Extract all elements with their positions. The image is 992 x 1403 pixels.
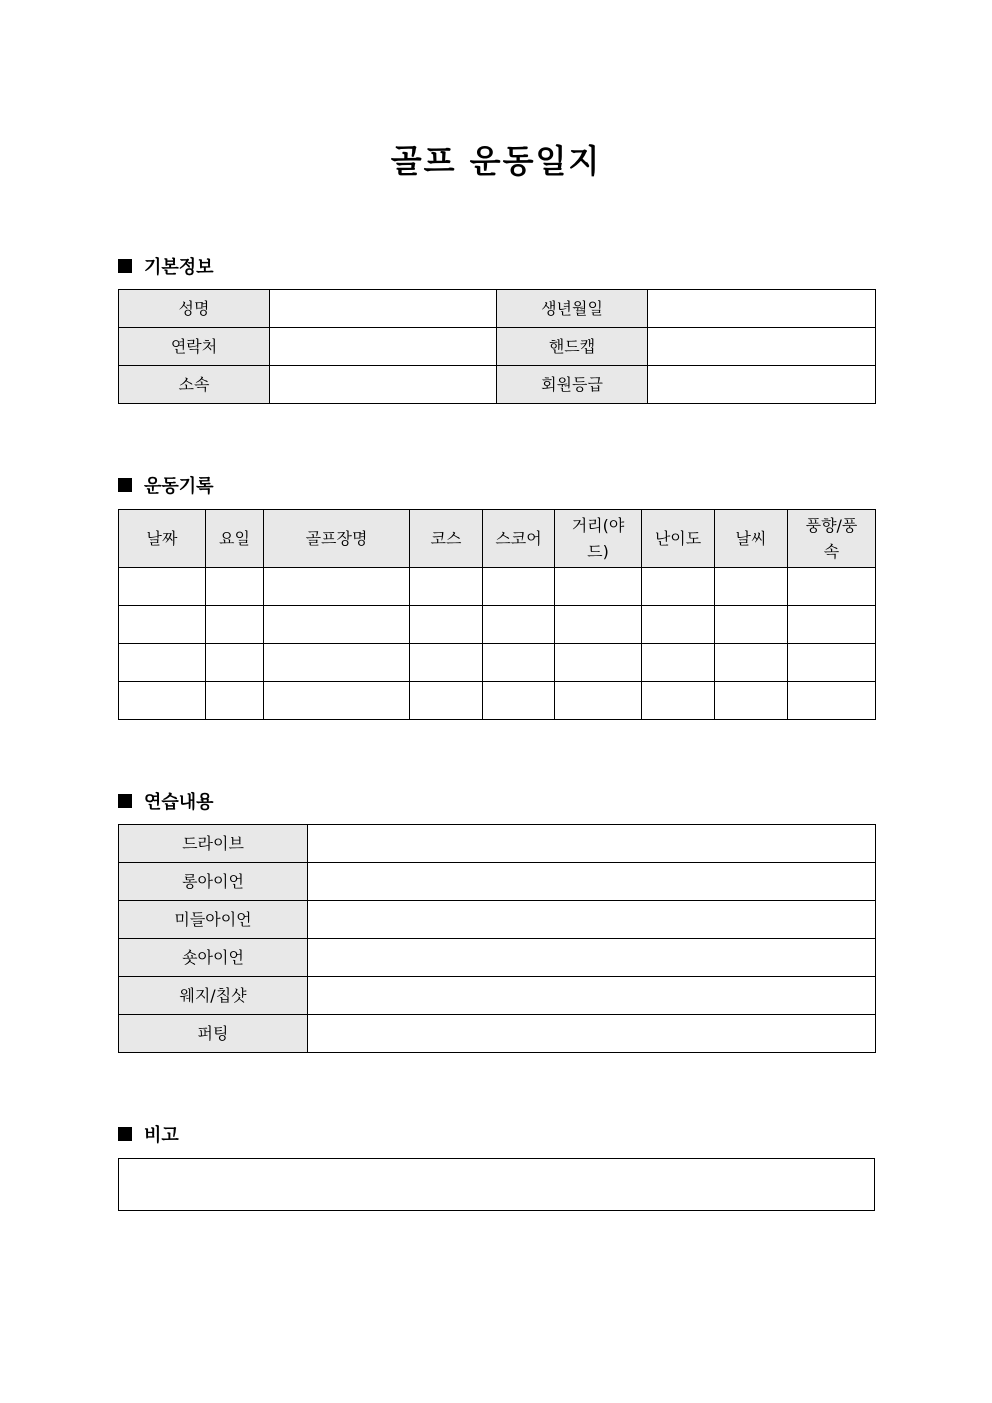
- record-cell-weekday[interactable]: [206, 644, 264, 682]
- table-row: [119, 682, 876, 720]
- record-cell-date[interactable]: [119, 568, 206, 606]
- table-row: [119, 863, 876, 901]
- exercise-record-table: [118, 509, 876, 720]
- record-cell-course[interactable]: [410, 568, 483, 606]
- record-cell-wind[interactable]: [788, 682, 876, 720]
- practice-label: 롱아이언: [119, 863, 308, 901]
- record-cell-score[interactable]: [483, 644, 555, 682]
- practice-label: 웨지/칩샷: [119, 977, 308, 1015]
- record-cell-score[interactable]: [483, 606, 555, 644]
- column-header-course: 코스: [410, 510, 483, 568]
- name-field[interactable]: [270, 290, 497, 328]
- record-cell-course[interactable]: [410, 644, 483, 682]
- membership-grade-field[interactable]: [648, 366, 876, 404]
- square-bullet-icon: [118, 478, 132, 492]
- column-header-distance: 거리(야드): [555, 510, 642, 568]
- practice-field[interactable]: [308, 939, 876, 977]
- record-cell-weather[interactable]: [715, 606, 788, 644]
- table-row: [119, 606, 876, 644]
- section-heading-label: 비고: [144, 1125, 179, 1146]
- practice-label: 퍼팅: [119, 1015, 308, 1053]
- practice-rows: [119, 825, 876, 1053]
- record-cell-distance[interactable]: [555, 606, 642, 644]
- table-row: [119, 939, 876, 977]
- table-row: [119, 568, 876, 606]
- record-cell-course-name[interactable]: [264, 568, 410, 606]
- column-header-wind: 풍향/풍속: [788, 510, 876, 568]
- affiliation-label: 소속: [119, 366, 270, 404]
- table-row: [119, 1015, 876, 1053]
- column-header-difficulty: 난이도: [642, 510, 715, 568]
- record-cell-difficulty[interactable]: [642, 606, 715, 644]
- membership-grade-label: 회원등급: [497, 366, 648, 404]
- record-cell-weather[interactable]: [715, 568, 788, 606]
- record-cell-difficulty[interactable]: [642, 682, 715, 720]
- record-cell-distance[interactable]: [555, 568, 642, 606]
- table-row: [119, 1159, 875, 1211]
- record-cell-difficulty[interactable]: [642, 644, 715, 682]
- table-row: [119, 977, 876, 1015]
- record-cell-wind[interactable]: [788, 568, 876, 606]
- column-header-weekday: 요일: [206, 510, 264, 568]
- section-heading-label: 운동기록: [144, 476, 214, 497]
- birthdate-field[interactable]: [648, 290, 876, 328]
- square-bullet-icon: [118, 259, 132, 273]
- practice-field[interactable]: [308, 901, 876, 939]
- contact-label: 연락처: [119, 328, 270, 366]
- record-cell-difficulty[interactable]: [642, 568, 715, 606]
- practice-label: 숏아이언: [119, 939, 308, 977]
- record-cell-score[interactable]: [483, 568, 555, 606]
- column-header-date: 날짜: [119, 510, 206, 568]
- remarks-table: [118, 1158, 875, 1211]
- table-row: [119, 825, 876, 863]
- table-row: [119, 366, 876, 404]
- record-cell-score[interactable]: [483, 682, 555, 720]
- section-heading-exercise-record: [118, 472, 214, 498]
- record-cell-wind[interactable]: [788, 606, 876, 644]
- section-heading-label: 연습내용: [144, 792, 214, 813]
- record-cell-weekday[interactable]: [206, 606, 264, 644]
- section-heading-basic-info: [118, 253, 214, 279]
- basic-info-table: [118, 289, 876, 404]
- record-cell-date[interactable]: [119, 606, 206, 644]
- affiliation-field[interactable]: [270, 366, 497, 404]
- name-label: 성명: [119, 290, 270, 328]
- table-row: [119, 901, 876, 939]
- handicap-field[interactable]: [648, 328, 876, 366]
- record-cell-date[interactable]: [119, 644, 206, 682]
- table-row: [119, 328, 876, 366]
- record-cell-distance[interactable]: [555, 644, 642, 682]
- page-title: 골프 운동일지: [390, 142, 602, 180]
- practice-label: 미들아이언: [119, 901, 308, 939]
- table-row: [119, 644, 876, 682]
- birthdate-label: 생년월일: [497, 290, 648, 328]
- column-header-score: 스코어: [483, 510, 555, 568]
- handicap-label: 핸드캡: [497, 328, 648, 366]
- column-header-course-name: 골프장명: [264, 510, 410, 568]
- table-row: [119, 290, 876, 328]
- record-cell-distance[interactable]: [555, 682, 642, 720]
- section-heading-label: 기본정보: [144, 257, 214, 278]
- record-cell-date[interactable]: [119, 682, 206, 720]
- practice-table: [118, 824, 876, 1053]
- record-cell-wind[interactable]: [788, 644, 876, 682]
- record-cell-course-name[interactable]: [264, 606, 410, 644]
- header-row: [119, 510, 876, 568]
- square-bullet-icon: [118, 1127, 132, 1141]
- practice-field[interactable]: [308, 1015, 876, 1053]
- contact-field[interactable]: [270, 328, 497, 366]
- section-heading-practice: [118, 788, 214, 814]
- practice-field[interactable]: [308, 863, 876, 901]
- record-cell-weather[interactable]: [715, 644, 788, 682]
- record-cell-course-name[interactable]: [264, 682, 410, 720]
- record-cell-course-name[interactable]: [264, 644, 410, 682]
- record-cell-weekday[interactable]: [206, 568, 264, 606]
- practice-field[interactable]: [308, 977, 876, 1015]
- record-cell-weekday[interactable]: [206, 682, 264, 720]
- record-cell-course[interactable]: [410, 606, 483, 644]
- record-cell-weather[interactable]: [715, 682, 788, 720]
- section-heading-remarks: [118, 1121, 179, 1147]
- column-header-weather: 날씨: [715, 510, 788, 568]
- record-cell-course[interactable]: [410, 682, 483, 720]
- remarks-field[interactable]: [119, 1159, 875, 1211]
- practice-field[interactable]: [308, 825, 876, 863]
- practice-label: 드라이브: [119, 825, 308, 863]
- square-bullet-icon: [118, 794, 132, 808]
- record-rows: [119, 568, 876, 720]
